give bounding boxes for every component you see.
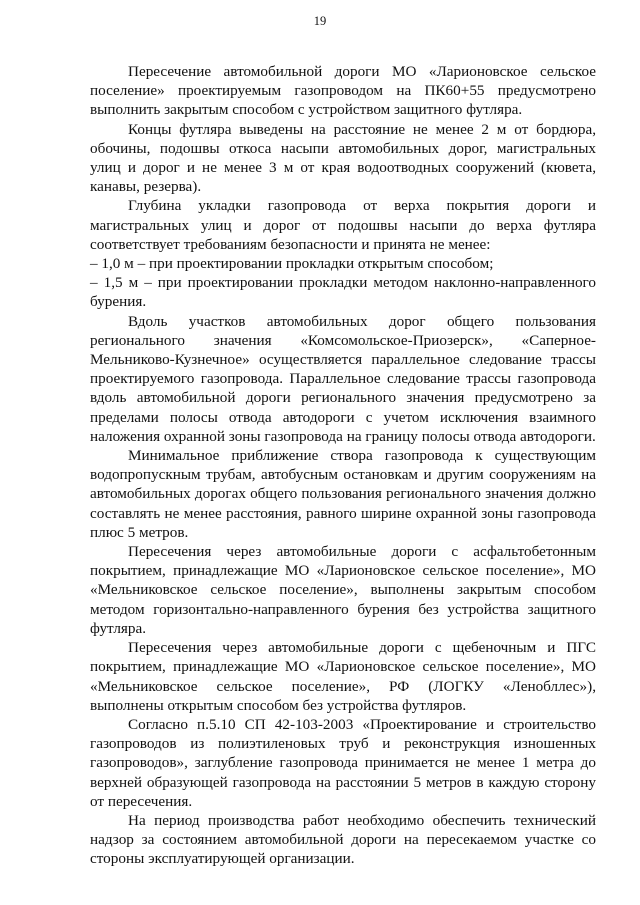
list-item: – 1,5 м – при проектировании прокладки методом наклонно-направленного бурения. [90,274,596,311]
paragraph: На период производства работ необходимо обеспечить технический надзор за состоянием автомобильной дороги на пересекаемом участке со стороны эксплуатирующей организации. [90,811,596,868]
paragraph: Пересечения через автомобильные дороги с асфальтобетонным покрытием, принадлежащие МО «Ларионовское сельское поселение», МО «Мельниковское сельское поселение», выполнены закрытым способом методом горизонтально-направленного бурения без устройства защитного футляра. [90,543,596,637]
paragraph: Минимальное приближение створа газопровода к существующим водопропускным трубам, автобусным остановкам и другим сооружениям на автомобильных дорогах общего пользования регионального значения должно составлять не менее расстояния, равного ширине охранной зоны газопровода плюс 5 метров. [90,447,596,541]
paragraph: Вдоль участков автомобильных дорог общего пользования регионального значения «Комсомольское-Приозерск», «Саперное-Мельниково-Кузнечное» осуществляется параллельное следование трассы проектируемого газопровода. Параллельное следование трассы газопровода вдоль автомобильной дороги регионального значения предусмотрено за пределами полосы отвода автодороги с учетом исключения взаимного наложения охранной зоны газопровода на границу полосы отвода автодороги. [90,312,596,445]
page-number: 19 [313,14,327,28]
paragraph: Согласно п.5.10 СП 42-103-2003 «Проектирование и строительство газопроводов из полиэтиленовых труб и реконструкция изношенных газопроводов», заглубление газопровода принимается не менее 1 метра до верхней образующей газопровода на расстоянии 5 метров в каждую сторону от пересечения. [90,715,596,810]
paragraph: Концы футляра выведены на расстояние не менее 2 м от бордюра, обочины, подошвы откоса насыпи автомобильных дорог, магистральных улиц и дорог и не менее 3 м от края водоотводных сооружений (кювета, канавы, резерва). [90,120,596,196]
list-item: – 1,0 м – при проектировании прокладки открытым способом; [90,255,494,273]
paragraph: Пересечения через автомобильные дороги с щебеночным и ПГС покрытием, принадлежащие МО «Ларионовское сельское поселение», МО «Мельниковское сельское поселение», РФ (ЛОГКУ «Ленобллес»), выполнены открытым способом без устройства футляров. [90,639,596,714]
document-body [90,62,596,869]
paragraph: Пересечение автомобильной дороги МО «Ларионовское сельское поселение» проектируемым газопроводом на ПК60+55 предусмотрено выполнить закрытым способом с устройством защитного футляра. [90,63,596,119]
paragraph: Глубина укладки газопровода от верха покрытия дороги и магистральных улиц и дорог от подошвы насыпи до верха футляра соответствует требованиям безопасности и принята не менее: [90,197,596,253]
